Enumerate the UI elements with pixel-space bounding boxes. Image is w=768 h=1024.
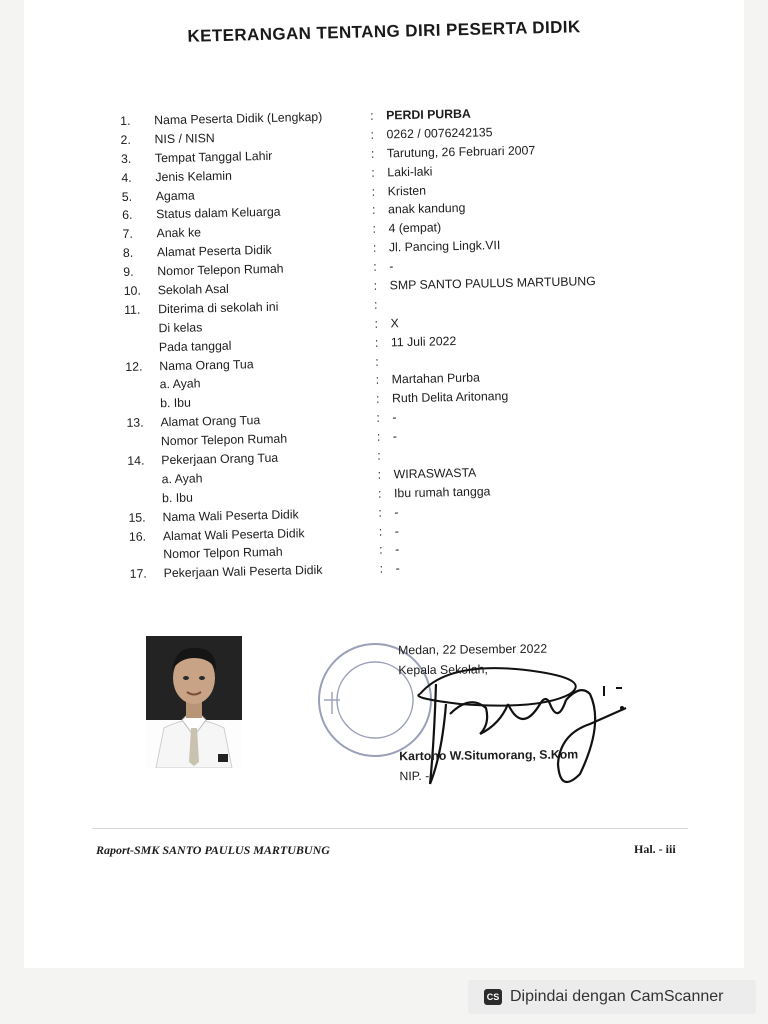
row-label: Tempat Tanggal Lahir — [154, 148, 273, 166]
row-number — [126, 395, 156, 396]
row-label: Diterima di sekolah ini — [157, 299, 279, 317]
row-label: Alamat Wali Peserta Didik — [162, 525, 305, 543]
camscanner-logo-icon: CS — [484, 989, 502, 1005]
row-number — [125, 338, 155, 339]
camscanner-text: Dipindai dengan CamScanner — [510, 988, 724, 1005]
row-colon: : — [379, 561, 384, 577]
row-number — [124, 319, 154, 320]
row-colon: : — [372, 222, 377, 237]
document-title: KETERANGAN TENTANG DIRI PESERTA DIDIK — [187, 17, 581, 46]
row-label: Nomor Telpon Rumah — [163, 545, 283, 562]
row-value: Kristen — [387, 183, 427, 198]
row-number: 13. — [126, 415, 144, 431]
row-value: 0262 / 0076242135 — [386, 125, 493, 142]
row-number: 7. — [122, 227, 133, 242]
row-colon: : — [375, 373, 380, 388]
row-value: - — [392, 429, 398, 444]
document-page — [24, 0, 744, 968]
row-colon: : — [374, 335, 379, 350]
row-value: - — [395, 542, 400, 557]
row-value: - — [394, 523, 400, 538]
row-label: Agama — [155, 188, 195, 203]
row-number: 12. — [125, 359, 143, 374]
row-value: X — [390, 316, 399, 331]
row-value: anak kandung — [387, 201, 466, 217]
row-number — [126, 376, 156, 377]
row-value: WIRASWASTA — [393, 465, 477, 482]
row-value: Ibu rumah tangga — [393, 484, 491, 501]
row-number: 16. — [128, 529, 147, 544]
row-number — [128, 489, 158, 490]
footer-report-name: Raport-SMK SANTO PAULUS MARTUBUNG — [96, 843, 330, 857]
row-colon: : — [375, 354, 379, 369]
row-colon: : — [373, 259, 377, 274]
row-label: Nama Orang Tua — [159, 356, 254, 373]
row-colon: : — [376, 429, 381, 444]
row-colon: : — [374, 316, 379, 331]
row-label: Status dalam Keluarga — [156, 205, 281, 222]
row-label: b. Ibu — [159, 395, 192, 411]
row-colon: : — [371, 165, 375, 180]
sign-place-date: Medan, 22 Desember 2022 — [398, 641, 548, 658]
row-label: Nama Peserta Didik (Lengkap) — [154, 109, 323, 128]
footer-divider — [92, 828, 688, 829]
row-label: Alamat Peserta Didik — [156, 243, 272, 260]
row-colon: : — [370, 127, 375, 142]
row-colon: : — [371, 184, 376, 199]
row-number: 15. — [128, 510, 146, 525]
row-label: Nomor Telepon Rumah — [157, 261, 284, 279]
row-label: a. Ayah — [161, 471, 203, 487]
row-label: Nomor Telepon Rumah — [160, 431, 288, 449]
row-value: SMP SANTO PAULUS MARTUBUNG — [389, 274, 596, 293]
row-colon: : — [371, 203, 376, 218]
row-value: Ruth Delita Aritonang — [391, 389, 509, 406]
row-colon: : — [369, 108, 374, 123]
row-number: 9. — [123, 264, 134, 280]
student-info-form — [120, 101, 650, 584]
row-label: Pekerjaan Wali Peserta Didik — [163, 563, 323, 581]
row-number: 11. — [123, 302, 141, 317]
principal-nip: NIP. - — [399, 768, 430, 784]
row-value: Laki-laki — [387, 164, 433, 180]
row-number: 8. — [122, 245, 134, 261]
row-label: Anak ke — [156, 225, 202, 241]
row-label: Sekolah Asal — [157, 281, 229, 298]
student-photo — [146, 636, 242, 768]
row-value: - — [392, 410, 397, 425]
row-number: 1. — [120, 113, 131, 128]
row-colon: : — [375, 391, 380, 407]
row-number — [129, 546, 159, 547]
row-number: 2. — [120, 132, 131, 147]
row-label: a. Ayah — [159, 376, 201, 392]
row-value: - — [395, 561, 400, 576]
row-label: Alamat Orang Tua — [160, 413, 261, 430]
row-number: 17. — [129, 566, 147, 582]
row-number: 3. — [120, 151, 132, 166]
row-colon: : — [377, 448, 381, 463]
row-number: 5. — [121, 189, 133, 204]
row-colon: : — [378, 524, 383, 539]
row-number: 10. — [123, 283, 142, 298]
row-colon: : — [379, 543, 383, 558]
row-colon: : — [372, 240, 377, 255]
row-number: 4. — [121, 170, 132, 185]
row-number — [127, 432, 157, 433]
footer-page-number: Hal. - iii — [634, 842, 676, 856]
row-label: Nama Wali Peserta Didik — [162, 507, 299, 524]
row-value: PERDI PURBA — [385, 106, 471, 123]
camscanner-badge — [468, 980, 756, 1014]
principal-name: Kartono W.Situmorang, S.Kom — [399, 747, 579, 764]
row-label: Pekerjaan Orang Tua — [161, 450, 279, 468]
row-label: Jenis Kelamin — [155, 168, 233, 184]
row-colon: : — [370, 146, 375, 161]
row-label: Pada tanggal — [158, 338, 232, 354]
row-value: Martahan Purba — [391, 370, 480, 387]
row-number — [128, 470, 158, 471]
row-number: 6. — [122, 208, 133, 223]
row-colon: : — [377, 467, 382, 482]
principal-signature — [390, 664, 650, 809]
row-colon: : — [377, 486, 382, 501]
row-value: - — [389, 259, 394, 274]
row-colon: : — [373, 278, 378, 293]
row-value: 4 (empat) — [388, 220, 442, 236]
row-value: Jl. Pancing Lingk.VII — [388, 238, 501, 255]
row-value: Tarutung, 26 Februari 2007 — [386, 143, 536, 161]
row-label: b. Ibu — [161, 490, 194, 506]
row-colon: : — [376, 410, 381, 425]
row-label: NIS / NISN — [154, 130, 215, 147]
row-colon: : — [378, 505, 383, 520]
row-value: - — [394, 504, 399, 520]
sign-role: Kepala Sekolah, — [398, 662, 488, 678]
row-value: 11 Juli 2022 — [390, 333, 457, 350]
row-colon: : — [373, 297, 378, 312]
row-label: Di kelas — [158, 320, 203, 336]
row-number: 14. — [127, 453, 145, 468]
